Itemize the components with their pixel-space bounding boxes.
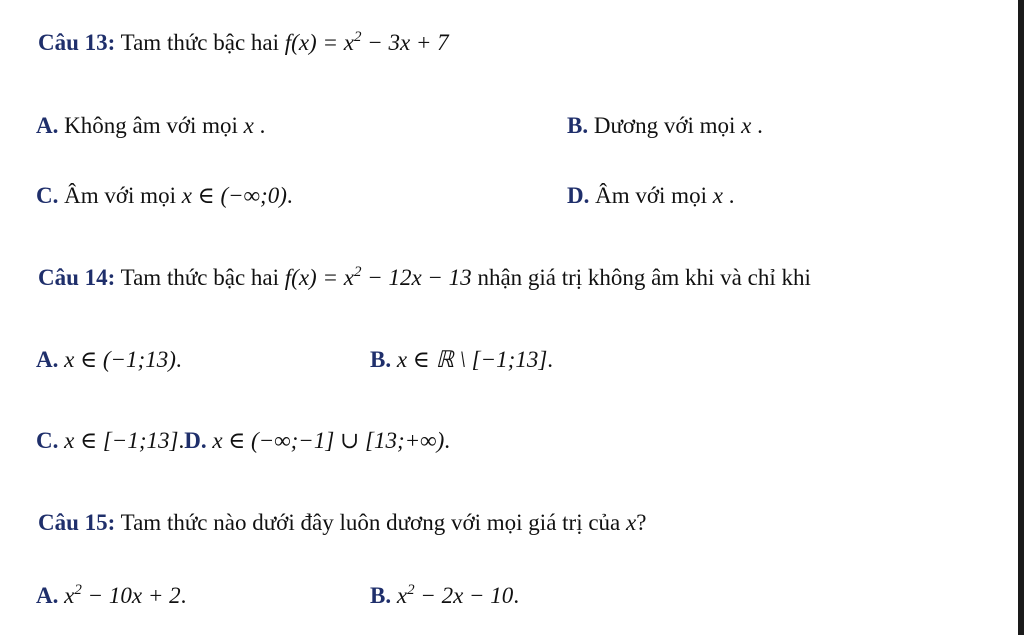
question-14-text: Tam thức bậc hai <box>120 265 280 290</box>
q14-option-c-d: C. x ∈ [−1;13].D. x ∈ (−∞;−1] ∪ [13;+∞). <box>36 428 450 453</box>
question-13-label: Câu 13: <box>38 30 116 55</box>
q15-option-b: B. $x^2 - 2x - 10$. <box>370 582 520 608</box>
option-label: C. <box>36 183 59 208</box>
q14-option-b: B. x ∈ ℝ \ [−1;13]. <box>370 347 554 372</box>
option-label: A. <box>36 113 59 138</box>
q14-option-a: A. x ∈ (−1;13). <box>36 347 182 372</box>
question-14-label: Câu 14: <box>38 265 116 290</box>
option-label: C. <box>36 428 59 453</box>
q13-option-d: D. Âm với mọi x . <box>567 183 735 208</box>
q13-option-b: B. Dương với mọi x . <box>567 113 763 138</box>
question-14-tail: nhận giá trị không âm khi và chỉ khi <box>477 265 811 290</box>
question-14-expression: $f(x) = x^2 - 12x - 13$ <box>284 264 472 290</box>
option-label: B. <box>370 583 392 608</box>
question-13 <box>38 28 449 58</box>
option-label: D. <box>184 428 207 453</box>
question-14 <box>38 263 811 293</box>
question-15-label: Câu 15: <box>38 510 116 535</box>
screen-edge <box>1018 0 1024 635</box>
question-13-expression: $f(x) = x^2 - 3x + 7$ <box>284 29 449 55</box>
option-label: D. <box>567 183 590 208</box>
question-13-text: Tam thức bậc hai <box>120 30 280 55</box>
option-label: A. <box>36 583 59 608</box>
q15-option-a: A. $x^2 - 10x + 2$. <box>36 582 187 608</box>
question-15: Câu 15: Tam thức nào dưới đây luôn dương với mọi giá trị của x? <box>38 510 647 535</box>
q13-option-c: C. Âm với mọi x ∈ (−∞;0). <box>36 183 293 208</box>
q13-option-a: A. Không âm với mọi x . <box>36 113 266 138</box>
question-15-text: Tam thức nào dưới đây luôn dương với mọi giá trị của <box>120 510 621 535</box>
option-label: B. <box>567 113 589 138</box>
option-label: B. <box>370 347 392 372</box>
option-label: A. <box>36 347 59 372</box>
